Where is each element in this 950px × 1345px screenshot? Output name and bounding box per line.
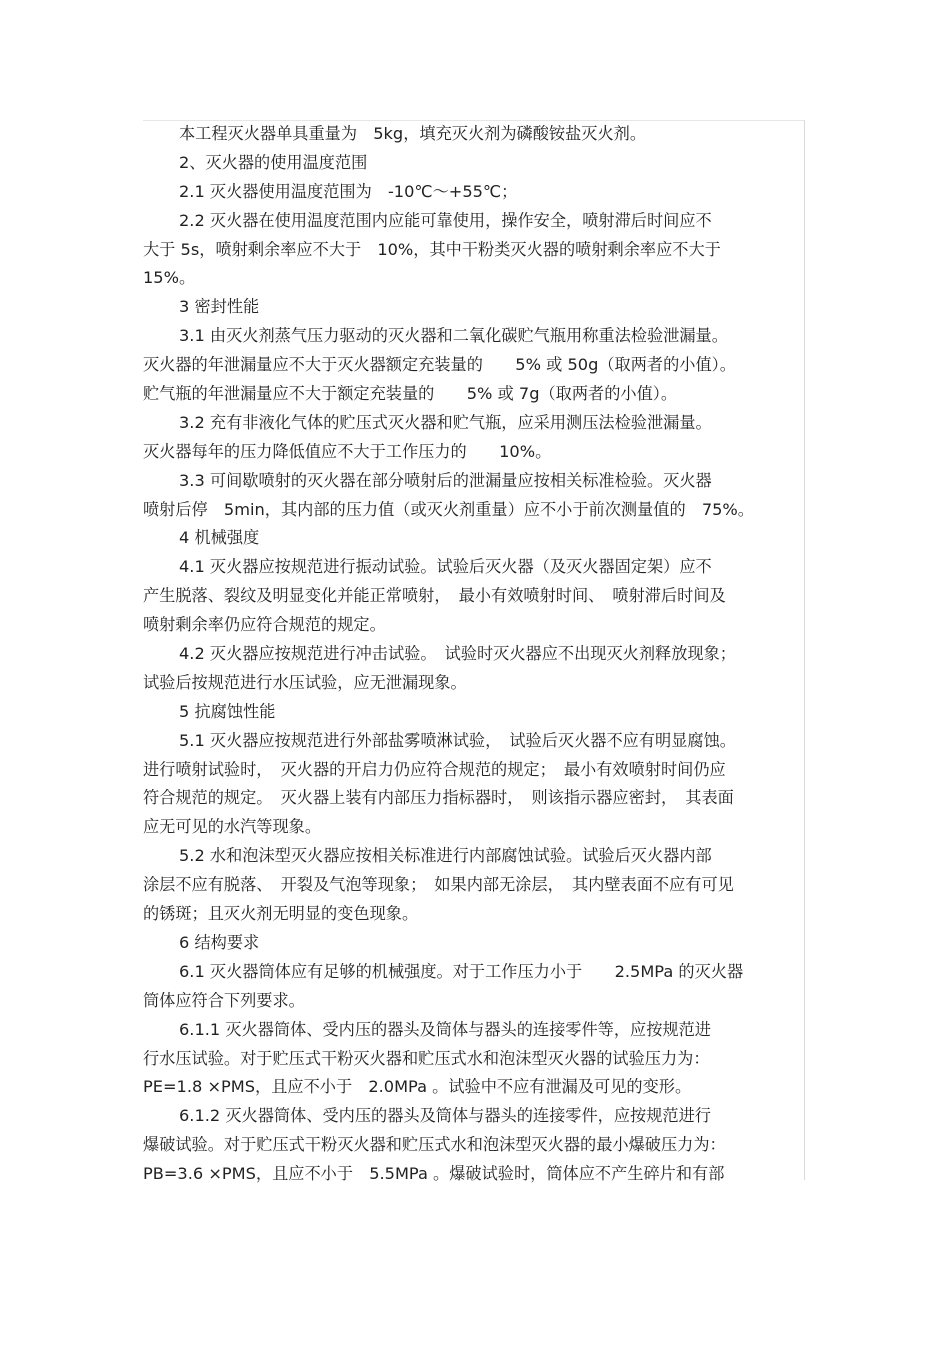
text-line: 4.1 灭火器应按规范进行振动试验。试验后灭火器（及灭火器固定架）应不 xyxy=(179,557,712,577)
text-line: 5.1 灭火器应按规范进行外部盐雾喷淋试验， 试验后灭火器不应有明显腐蚀。 xyxy=(179,730,736,750)
text-line: 4 机械强度 xyxy=(179,528,260,548)
text-line: 2.2 灭火器在使用温度范围内应能可靠使用，操作安全，喷射滞后时间应不 xyxy=(179,210,712,230)
text-line: 4.2 灭火器应按规范进行冲击试验。 试验时灭火器应不出现灭火剂释放现象； xyxy=(179,644,736,664)
text-line: 3.3 可间歇喷射的灭火器在部分喷射后的泄漏量应按相关标准检验。灭火器 xyxy=(179,470,712,490)
text-line: 贮气瓶的年泄漏量应不大于额定充装量的 5% 或 7g（取两者的小值）。 xyxy=(143,384,678,404)
text-line: 2、灭火器的使用温度范围 xyxy=(179,152,368,172)
text-line: 行水压试验。对于贮压式干粉灭火器和贮压式水和泡沫型灭火器的试验压力为： xyxy=(143,1048,710,1068)
text-line: 5.2 水和泡沫型灭火器应按相关标准进行内部腐蚀试验。试验后灭火器内部 xyxy=(179,846,712,866)
text-line: 15%。 xyxy=(143,268,196,288)
text-line: PE=1.8 ×PMS，且应不小于 2.0MPa 。试验中不应有泄漏及可见的变形。 xyxy=(143,1077,692,1097)
text-line: 喷射后停 5min，其内部的压力值（或灭火剂重量）应不小于前次测量值的 75%。 xyxy=(143,499,754,519)
document-body xyxy=(143,120,808,1189)
text-line: 灭火器每年的压力降低值应不大于工作压力的 10%。 xyxy=(143,441,552,461)
text-line: 爆破试验。对于贮压式干粉灭火器和贮压式水和泡沫型灭火器的最小爆破压力为： xyxy=(143,1135,726,1155)
text-line: 筒体应符合下列要求。 xyxy=(143,990,305,1010)
text-line: 3 密封性能 xyxy=(179,297,260,317)
text-line: 进行喷射试验时， 灭火器的开启力仍应符合规范的规定； 最小有效喷射时间仍应 xyxy=(143,759,726,779)
text-line: 大于 5s，喷射剩余率应不大于 10%，其中干粉类灭火器的喷射剩余率应不大于 xyxy=(143,239,721,259)
text-line: 符合规范的规定。 灭火器上装有内部压力指标器时， 则该指示器应密封， 其表面 xyxy=(143,788,734,808)
text-line: 6 结构要求 xyxy=(179,932,260,952)
text-line: 本工程灭火器单具重量为 5kg，填充灭火剂为磷酸铵盐灭火剂。 xyxy=(179,124,647,143)
text-line: 2.1 灭火器使用温度范围为 -10℃～+55℃； xyxy=(179,181,518,201)
text-line: 的锈斑；且灭火剂无明显的变色现象。 xyxy=(143,904,419,924)
text-line: 6.1.1 灭火器筒体、受内压的器头及筒体与器头的连接零件等，应按规范进 xyxy=(179,1019,711,1039)
text-line: 产生脱落、裂纹及明显变化并能正常喷射， 最小有效喷射时间、 喷射滞后时间及 xyxy=(143,586,726,606)
text-line: 6.1.2 灭火器筒体、受内压的器头及筒体与器头的连接零件，应按规范进行 xyxy=(179,1106,711,1126)
text-line: 5 抗腐蚀性能 xyxy=(179,701,276,721)
text-line: PB=3.6 ×PMS，且应不小于 5.5MPa 。爆破试验时，筒体应不产生碎片和有部 xyxy=(143,1164,725,1184)
text-line: 3.2 充有非液化气体的贮压式灭火器和贮气瓶，应采用测压法检验泄漏量。 xyxy=(179,412,712,432)
text-line: 灭火器的年泄漏量应不大于灭火器额定充装量的 5% 或 50g（取两者的小值）。 xyxy=(143,355,736,375)
text-line: 应无可见的水汽等现象。 xyxy=(143,817,322,837)
text-line: 3.1 由灭火剂蒸气压力驱动的灭火器和二氧化碳贮气瓶用称重法检验泄漏量。 xyxy=(179,326,728,346)
text-line: 喷射剩余率仍应符合规范的规定。 xyxy=(143,615,386,635)
text-line: 涂层不应有脱落、 开裂及气泡等现象； 如果内部无涂层， 其内壁表面不应有可见 xyxy=(143,875,734,895)
text-line: 试验后按规范进行水压试验，应无泄漏现象。 xyxy=(143,672,467,692)
text-line: 6.1 灭火器筒体应有足够的机械强度。对于工作压力小于 2.5MPa 的灭火器 xyxy=(179,961,744,981)
